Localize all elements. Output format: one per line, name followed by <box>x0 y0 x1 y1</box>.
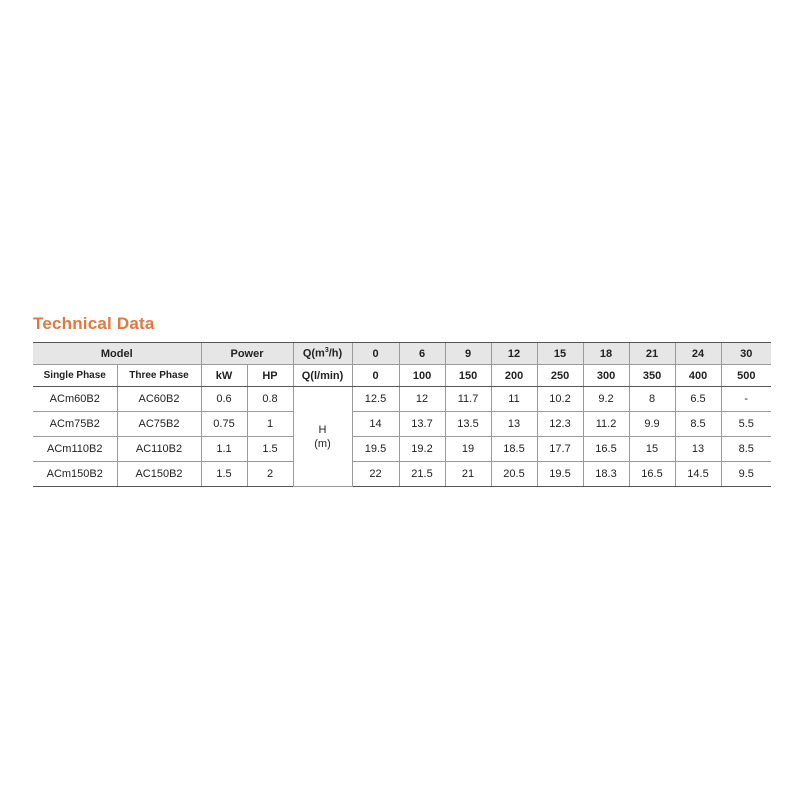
head-value: 9.2 <box>583 387 629 412</box>
head-value: 21 <box>445 462 491 487</box>
head-value: 14 <box>352 412 399 437</box>
flow-m3h: 9 <box>445 343 491 365</box>
power-hp: 1.5 <box>247 437 293 462</box>
flow-lmin: 0 <box>352 365 399 387</box>
head-value: 8.5 <box>675 412 721 437</box>
flow-m3h: 15 <box>537 343 583 365</box>
head-value: 9.9 <box>629 412 675 437</box>
header-hp: HP <box>247 365 293 387</box>
flow-m3h: 0 <box>352 343 399 365</box>
head-value: 19.5 <box>352 437 399 462</box>
head-label <box>293 387 352 487</box>
head-value: 11.7 <box>445 387 491 412</box>
head-value: 5.5 <box>721 412 771 437</box>
head-value: 12.5 <box>352 387 399 412</box>
head-value: 19 <box>445 437 491 462</box>
head-value: 14.5 <box>675 462 721 487</box>
table-row <box>33 437 771 462</box>
head-value: 9.5 <box>721 462 771 487</box>
header-q-m3h: $Q(m^3/h)$ <box>293 343 352 365</box>
table-row <box>33 387 771 412</box>
head-value: 13 <box>491 412 537 437</box>
head-value: 20.5 <box>491 462 537 487</box>
head-value: 15 <box>629 437 675 462</box>
flow-lmin: 400 <box>675 365 721 387</box>
head-value: 18.5 <box>491 437 537 462</box>
flow-lmin: 250 <box>537 365 583 387</box>
head-label-h: H <box>318 423 327 436</box>
section-title: Technical Data <box>33 314 155 333</box>
head-value: 13 <box>675 437 721 462</box>
flow-lmin: 500 <box>721 365 771 387</box>
flow-m3h: 12 <box>491 343 537 365</box>
head-label-unit: (m) <box>314 437 331 450</box>
head-value: - <box>721 387 771 412</box>
model-three-phase: AC75B2 <box>117 412 201 437</box>
head-value: 19.5 <box>537 462 583 487</box>
header-q-lmin: Q(l/min) <box>293 365 352 387</box>
flow-m3h: 24 <box>675 343 721 365</box>
flow-m3h: 6 <box>399 343 445 365</box>
head-value: 12 <box>399 387 445 412</box>
model-three-phase: AC110B2 <box>117 437 201 462</box>
power-kw: 0.6 <box>201 387 247 412</box>
model-single-phase: ACm75B2 <box>33 412 117 437</box>
head-value: 6.5 <box>675 387 721 412</box>
header-row-flow-m3h <box>33 343 771 365</box>
model-three-phase: AC150B2 <box>117 462 201 487</box>
flow-lmin: 150 <box>445 365 491 387</box>
power-kw: 1.5 <box>201 462 247 487</box>
head-value: 10.2 <box>537 387 583 412</box>
header-kw: kW <box>201 365 247 387</box>
head-value: 12.3 <box>537 412 583 437</box>
header-row-flow-lmin <box>33 365 771 387</box>
head-value: 16.5 <box>629 462 675 487</box>
model-single-phase: ACm110B2 <box>33 437 117 462</box>
flow-lmin: 350 <box>629 365 675 387</box>
flow-m3h: 21 <box>629 343 675 365</box>
head-value: 19.2 <box>399 437 445 462</box>
power-hp: 1 <box>247 412 293 437</box>
power-hp: 0.8 <box>247 387 293 412</box>
header-single-phase: Single Phase <box>33 365 117 387</box>
flow-lmin: 100 <box>399 365 445 387</box>
head-value: 11 <box>491 387 537 412</box>
technical-data-table <box>33 342 771 487</box>
power-hp: 2 <box>247 462 293 487</box>
head-value: 16.5 <box>583 437 629 462</box>
head-value: 13.5 <box>445 412 491 437</box>
table-row <box>33 412 771 437</box>
head-value: 13.7 <box>399 412 445 437</box>
flow-lmin: 300 <box>583 365 629 387</box>
head-value: 17.7 <box>537 437 583 462</box>
model-single-phase: ACm60B2 <box>33 387 117 412</box>
head-value: 22 <box>352 462 399 487</box>
table-row <box>33 462 771 487</box>
head-value: 8 <box>629 387 675 412</box>
model-single-phase: ACm150B2 <box>33 462 117 487</box>
head-value: 11.2 <box>583 412 629 437</box>
head-value: 18.3 <box>583 462 629 487</box>
header-three-phase: Three Phase <box>117 365 201 387</box>
flow-lmin: 200 <box>491 365 537 387</box>
model-three-phase: AC60B2 <box>117 387 201 412</box>
power-kw: 0.75 <box>201 412 247 437</box>
header-power: Power <box>201 343 293 365</box>
power-kw: 1.1 <box>201 437 247 462</box>
header-model: Model <box>33 343 201 365</box>
flow-m3h: 30 <box>721 343 771 365</box>
head-value: 8.5 <box>721 437 771 462</box>
flow-m3h: 18 <box>583 343 629 365</box>
head-value: 21.5 <box>399 462 445 487</box>
